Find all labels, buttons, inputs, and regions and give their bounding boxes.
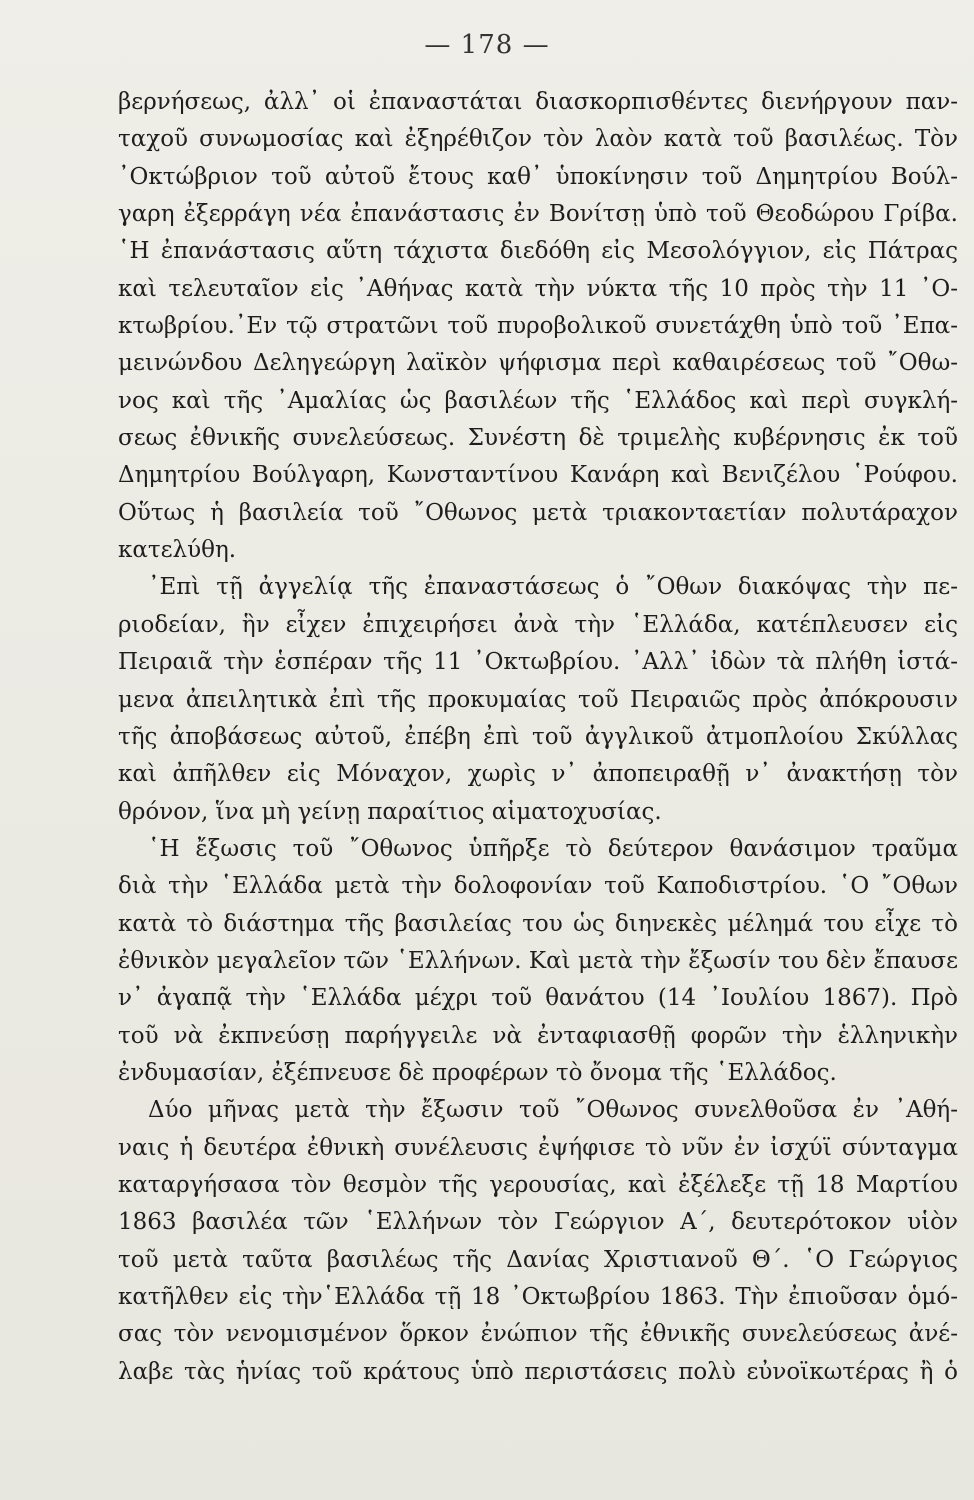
text-line: Δημητρίου Βούλγαρη, Κωνσταντίνου Κανάρη καὶ Βενιζέλου ῾Ρούφου. xyxy=(118,462,958,489)
text-line: μενα ἀπειλητικὰ ἐπὶ τῆς προκυμαίας τοῦ Πειραιῶς πρὸς ἀπόκρουσιν xyxy=(118,686,958,713)
text-line: ταχοῦ συνωμοσίας καὶ ἐξηρέθιζον τὸν λαὸν κατὰ τοῦ βασιλέως. Τὸν xyxy=(118,126,958,153)
text-line: ν᾽ ἀγαπᾷ τὴν ῾Ελλάδα μέχρι τοῦ θανάτου (14 ᾽Ιουλίου 1867). Πρὸ xyxy=(118,985,958,1012)
text-line: σεως ἐθνικῆς συνελεύσεως. Συνέστη δὲ τριμελὴς κυβέρνησις ἐκ τοῦ xyxy=(118,425,958,452)
text-line: ἐνδυμασίαν, ἐξέπνευσε δὲ προφέρων τὸ ὄνομα τῆς ῾Ελλάδος. xyxy=(118,1059,837,1086)
paragraph-4 xyxy=(118,1092,958,1391)
text-line: θρόνον, ἵνα μὴ γείνῃ παραίτιος αἱματοχυσίας. xyxy=(118,798,662,825)
text-line: διὰ τὴν ῾Ελλάδα μετὰ τὴν δολοφονίαν τοῦ Καποδιστρίου. ῾Ο ῎Οθων xyxy=(118,873,958,900)
text-line: ᾽Επὶ τῇ ἀγγελίᾳ τῆς ἐπαναστάσεως ὁ ῎Οθων διακόψας τὴν πε- xyxy=(148,574,958,601)
text-line: κατελύθη. xyxy=(118,537,237,564)
text-line: λαβε τὰς ἡνίας τοῦ κράτους ὑπὸ περιστάσεις πολὺ εὐνοϊκωτέρας ἢ ὁ xyxy=(118,1358,958,1385)
body-text xyxy=(118,84,958,1391)
text-line: γαρη ἐξερράγη νέα ἐπανάστασις ἐν Βονίτσῃ ὑπὸ τοῦ Θεοδώρου Γρίβα. xyxy=(118,201,958,228)
text-line: καταργήσασα τὸν θεσμὸν τῆς γερουσίας, καὶ ἐξέλεξε τῇ 18 Μαρτίου xyxy=(118,1171,958,1198)
text-line: νος καὶ τῆς ᾽Αμαλίας ὡς βασιλέων τῆς ῾Ελλάδος καὶ περὶ συγκλή- xyxy=(118,387,958,414)
text-line: ᾽Οκτώβριον τοῦ αὐτοῦ ἔτους καθ᾽ ὑποκίνησιν τοῦ Δημητρίου Βούλ- xyxy=(118,163,958,190)
text-line: σας τὸν νενομισμένον ὅρκον ἐνώπιον τῆς ἐθνικῆς συνελεύσεως ἀνέ- xyxy=(118,1321,958,1348)
text-line: ῾Η ἐπανάστασις αὕτη τάχιστα διεδόθη εἰς Μεσολόγγιον, εἰς Πάτρας xyxy=(118,238,958,265)
text-line: καὶ τελευταῖον εἰς ᾽Αθήνας κατὰ τὴν νύκτα τῆς 10 πρὸς τὴν 11 ᾽Ο- xyxy=(118,275,958,302)
text-line: κατῆλθεν εἰς τὴν῾Ελλάδα τῇ 18 ᾽Οκτωβρίου 1863. Τὴν ἐπιοῦσαν ὁμό- xyxy=(118,1284,958,1310)
text-line: καὶ ἀπῆλθεν εἰς Μόναχον, χωρὶς ν᾽ ἀποπειραθῇ ν᾽ ἀνακτήσῃ τὸν xyxy=(118,761,958,788)
paragraph-3 xyxy=(118,831,958,1092)
text-line: ἐθνικὸν μεγαλεῖον τῶν ῾Ελλήνων. Καὶ μετὰ τὴν ἔξωσίν του δὲν ἔπαυσε xyxy=(118,947,958,974)
text-line: κτωβρίου.᾽Εν τῷ στρατῶνι τοῦ πυροβολικοῦ συνετάχθη ὑπὸ τοῦ ᾽Επα- xyxy=(118,313,958,340)
paragraph-1 xyxy=(118,84,958,569)
text-line: βερνήσεως, ἀλλ᾽ οἱ ἐπαναστάται διασκορπισθέντες διενήργουν παν- xyxy=(118,89,958,115)
text-line: τοῦ νὰ ἐκπνεύσῃ παρήγγειλε νὰ ἐνταφιασθῇ φορῶν τὴν ἑλληνικὴν xyxy=(118,1022,958,1049)
text-line: μεινώνδου Δεληγεώργη λαϊκὸν ψήφισμα περὶ καθαιρέσεως τοῦ ῎Οθω- xyxy=(118,350,958,377)
page-number: — 178 — xyxy=(424,30,550,60)
text-line: τῆς ἀποβάσεως αὐτοῦ, ἐπέβη ἐπὶ τοῦ ἀγγλικοῦ ἀτμοπλοίου Σκύλλας xyxy=(118,723,958,750)
text-line: Οὕτως ἡ βασιλεία τοῦ ῎Οθωνος μετὰ τριακονταετίαν πολυτάραχον xyxy=(118,499,958,526)
text-line: ριοδείαν, ἣν εἶχεν ἐπιχειρήσει ἀνὰ τὴν ῾Ελλάδα, κατέπλευσεν εἰς xyxy=(118,611,958,638)
paragraph-2 xyxy=(118,569,958,830)
text-line: τοῦ μετὰ ταῦτα βασιλέως τῆς Δανίας Χριστιανοῦ Θ΄. ῾Ο Γεώργιος xyxy=(118,1246,958,1273)
text-line: 1863 βασιλέα τῶν ῾Ελλήνων τὸν Γεώργιον Α΄, δευτερότοκον υἱὸν xyxy=(118,1209,958,1236)
text-line: Πειραιᾶ τὴν ἑσπέραν τῆς 11 ᾽Οκτωβρίου. ᾽Αλλ᾽ ἰδὼν τὰ πλήθη ἱστά- xyxy=(118,649,958,676)
text-line: ῾Η ἔξωσις τοῦ ῎Οθωνος ὑπῆρξε τὸ δεύτερον θανάσιμον τραῦμα xyxy=(148,835,958,862)
text-line: κατὰ τὸ διάστημα τῆς βασιλείας του ὡς διηνεκὲς μέλημά του εἶχε τὸ xyxy=(118,910,958,937)
text-line: ναις ἡ δευτέρα ἐθνικὴ συνέλευσις ἐψήφισε τὸ νῦν ἐν ἰσχύϊ σύνταγμα xyxy=(118,1134,958,1161)
text-line: Δύο μῆνας μετὰ τὴν ἔξωσιν τοῦ ῎Οθωνος συνελθοῦσα ἐν ᾽Αθή- xyxy=(148,1097,958,1124)
